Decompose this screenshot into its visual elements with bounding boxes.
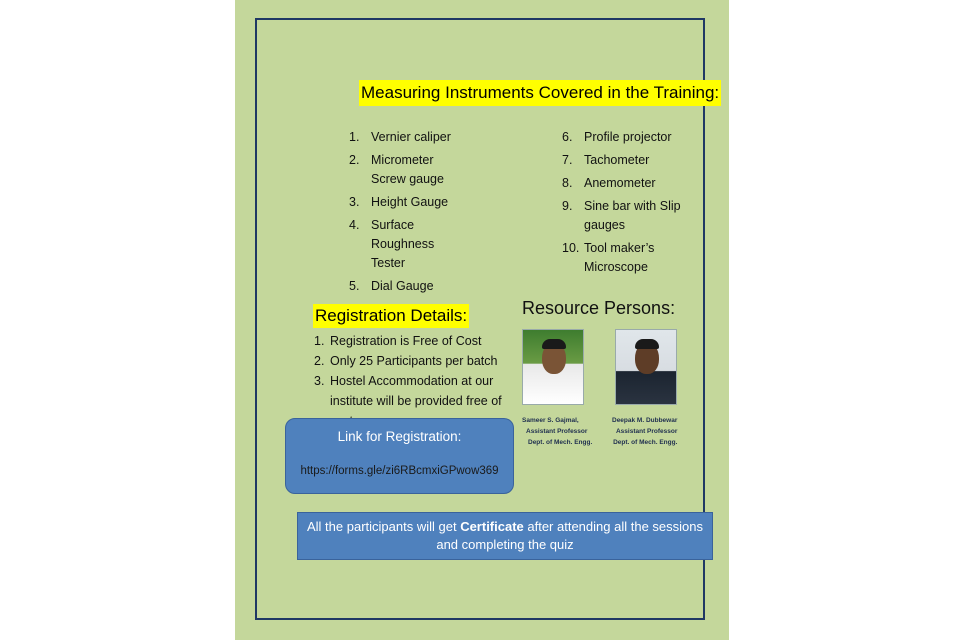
hair-shape bbox=[542, 339, 566, 349]
resource-persons-title: Resource Persons: bbox=[522, 298, 676, 318]
item-number: 3. bbox=[349, 195, 360, 209]
item-text: Anemometer bbox=[584, 176, 656, 190]
list-item bbox=[314, 331, 524, 351]
item-text: Registration is Free of Cost bbox=[330, 334, 482, 348]
person-caption bbox=[522, 415, 592, 448]
poster bbox=[235, 0, 729, 640]
list-item bbox=[314, 351, 524, 371]
hair-shape bbox=[635, 339, 659, 349]
list-item bbox=[349, 151, 469, 189]
item-text: Sine bar with Slip gauges bbox=[584, 199, 681, 232]
item-number: 1. bbox=[314, 334, 325, 348]
instruments-title: Measuring Instruments Covered in the Training: bbox=[359, 80, 721, 106]
item-number: 6. bbox=[562, 130, 573, 144]
person-role: Assistant Professor bbox=[615, 428, 678, 435]
item-text: Dial Gauge bbox=[371, 279, 434, 293]
item-number: 5. bbox=[349, 279, 360, 293]
item-number: 1. bbox=[349, 130, 360, 144]
person-dept: Dept. of Mech. Engg. bbox=[528, 439, 593, 446]
item-number: 9. bbox=[562, 199, 573, 213]
list-item bbox=[562, 197, 682, 235]
item-number: 7. bbox=[562, 153, 573, 167]
list-item bbox=[562, 151, 682, 170]
certificate-text-end: after attending all the sessions and completing the quiz bbox=[436, 519, 703, 552]
instruments-list-left bbox=[349, 128, 469, 300]
person-photo bbox=[522, 329, 584, 405]
item-text: Height Gauge bbox=[371, 195, 449, 209]
list-item bbox=[349, 193, 469, 212]
item-text: Tachometer bbox=[584, 153, 650, 167]
item-number: 4. bbox=[349, 218, 360, 232]
certificate-text: All the participants will get bbox=[307, 519, 461, 534]
person-role: Assistant Professor bbox=[526, 428, 588, 435]
person-name: Sameer S. Gajmal, bbox=[522, 417, 579, 424]
registration-title: Registration Details: bbox=[313, 304, 469, 328]
person-caption bbox=[612, 415, 677, 448]
item-text: Hostel Accommodation at our institute will be provided free of bbox=[330, 374, 502, 408]
list-item bbox=[562, 239, 682, 277]
list-item bbox=[349, 128, 469, 147]
item-number: 10. bbox=[562, 241, 580, 255]
item-text: Micrometer Screw gauge bbox=[371, 153, 444, 186]
poster-frame bbox=[255, 18, 720, 620]
person-dept: Dept. of Mech. Engg. bbox=[613, 439, 678, 446]
item-number: 2. bbox=[349, 153, 360, 167]
list-item bbox=[349, 277, 469, 296]
list-item bbox=[562, 174, 682, 193]
item-number: 8. bbox=[562, 176, 573, 190]
item-text: Only 25 Participants per batch bbox=[330, 354, 498, 368]
registration-link[interactable]: https://forms.gle/zi6RBcmxiGPwow369 bbox=[300, 465, 499, 477]
registration-link-box bbox=[285, 418, 514, 494]
list-item bbox=[349, 216, 469, 273]
item-text: Profile projector bbox=[584, 130, 672, 144]
item-text: Tool maker’s Microscope bbox=[584, 241, 655, 274]
person-name: Deepak M. Dubbewar bbox=[612, 417, 678, 424]
certificate-note bbox=[297, 512, 713, 560]
registration-list bbox=[314, 331, 524, 431]
instruments-list-right bbox=[562, 128, 682, 281]
item-text: Surface Roughness Tester bbox=[371, 218, 435, 270]
certificate-bold: Certificate bbox=[460, 519, 524, 534]
item-text: Vernier caliper bbox=[371, 130, 451, 144]
person-photo bbox=[615, 329, 677, 405]
list-item bbox=[562, 128, 682, 147]
item-number: 2. bbox=[314, 354, 325, 368]
item-number: 3. bbox=[314, 374, 325, 388]
link-label: Link for Registration: bbox=[337, 429, 462, 444]
